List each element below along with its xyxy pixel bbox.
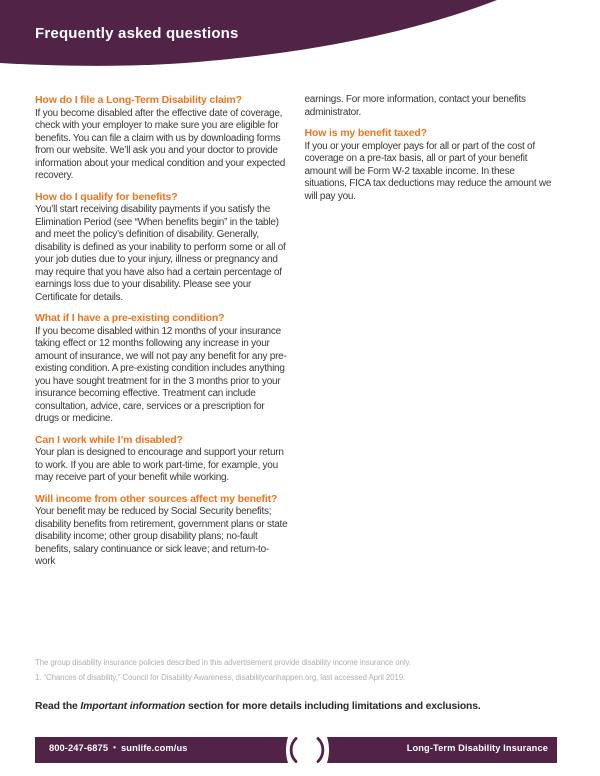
page-footer [0,734,600,776]
faq-section [35,312,288,426]
faq-question: How do I file a Long-Term Disability claim? [35,94,242,106]
faq-column-right [305,94,558,569]
faq-section [35,434,288,485]
footer-website: sunlife.com/us [121,742,188,753]
faq-answer: If you become disabled within 12 months of your insurance taking effect or 12 months following any increase in your amount of insurance, we will not pay any benefit for any pre-existing condition. A pre-existing condition includes anything you have sought treatment for in the 3 months prior to your insurance becoming effective. Treatment can include consultation, advice, care, services or a prescription for drugs or medicine. [35,325,287,424]
important-note-prefix: Read the [35,701,81,712]
footer-phone: 800-247-6875 [49,742,109,753]
faq-question: Will income from other sources affect my benefit? [35,492,278,505]
footer-product-label: Long-Term Disability Insurance [406,742,548,753]
footer-crescent-left-icon [291,739,296,762]
faq-section [35,493,288,569]
faq-answer: If you become disabled after the effective date of coverage, check with your employer to make sure you are eligible for benefits. You can file a claim with us by downloading forms from our website. We’ll ask you and your doctor to provide information about your medical condition and your expected recovery. [35,107,286,181]
footer-bullet-icon: • [113,742,117,752]
page-header [0,0,600,70]
important-note-italic: Important information [80,701,186,712]
faq-section [35,191,288,305]
important-note [35,701,580,712]
faq-question: What if I have a pre-existing condition? [35,312,225,324]
faq-answer: If you or your employer pays for all or part of the cost of coverage on a pre-tax basis, all or part of your benefit amount will be Form W-2 taxable income. In these situations, FICA tax deductions may reduce the amount we will pay you. [304,140,552,202]
page-title: Frequently asked questions [35,25,239,42]
faq-question: How do I qualify for benefits? [35,190,178,203]
footnotes [35,659,570,688]
footer-contact [49,743,188,753]
faq-section [305,127,558,203]
faq-column-left [35,94,288,569]
footnote-disclaimer: The group disability insurance policies described in this advertisement provide disability income insurance only. [35,658,411,667]
footnote-citation: 1. “Chances of disability,” Council for Disability Awareness, disabilitycanhappen.org, last accessed April 2019. [35,672,406,682]
footer-crescent-right-icon [318,739,323,762]
faq-columns [35,94,557,569]
important-note-suffix: section for more details including limitations and exclusions. [185,701,481,712]
faq-answer: You’ll start receiving disability payments if you satisfy the Elimination Period (see “When benefits begin” in the table) and meet the policy’s definition of disability. Generally, disability is defined as your inability to perform some or all of your job duties due to your injury, illness or pregnancy and may require that you have also had a certain percentage of earnings loss due to your disability. Please see your Certificate for details. [35,204,286,303]
faq-question: How is my benefit taxed? [304,127,427,139]
faq-answer: Your benefit may be reduced by Social Security benefits; disability benefits from retirement, government plans or state disability income; other group disability plans; no-fault benefits, salary continuance or sick leave; and return-to-work [35,506,288,567]
faq-section [35,94,288,183]
faq-answer-continuation: earnings. For more information, contact your benefits administrator. [304,94,526,118]
faq-answer: Your plan is designed to encourage and support your return to work. If you are able to work part-time, for example, you may receive part of your benefit while working. [35,447,284,483]
faq-question: Can I work while I’m disabled? [35,433,183,446]
